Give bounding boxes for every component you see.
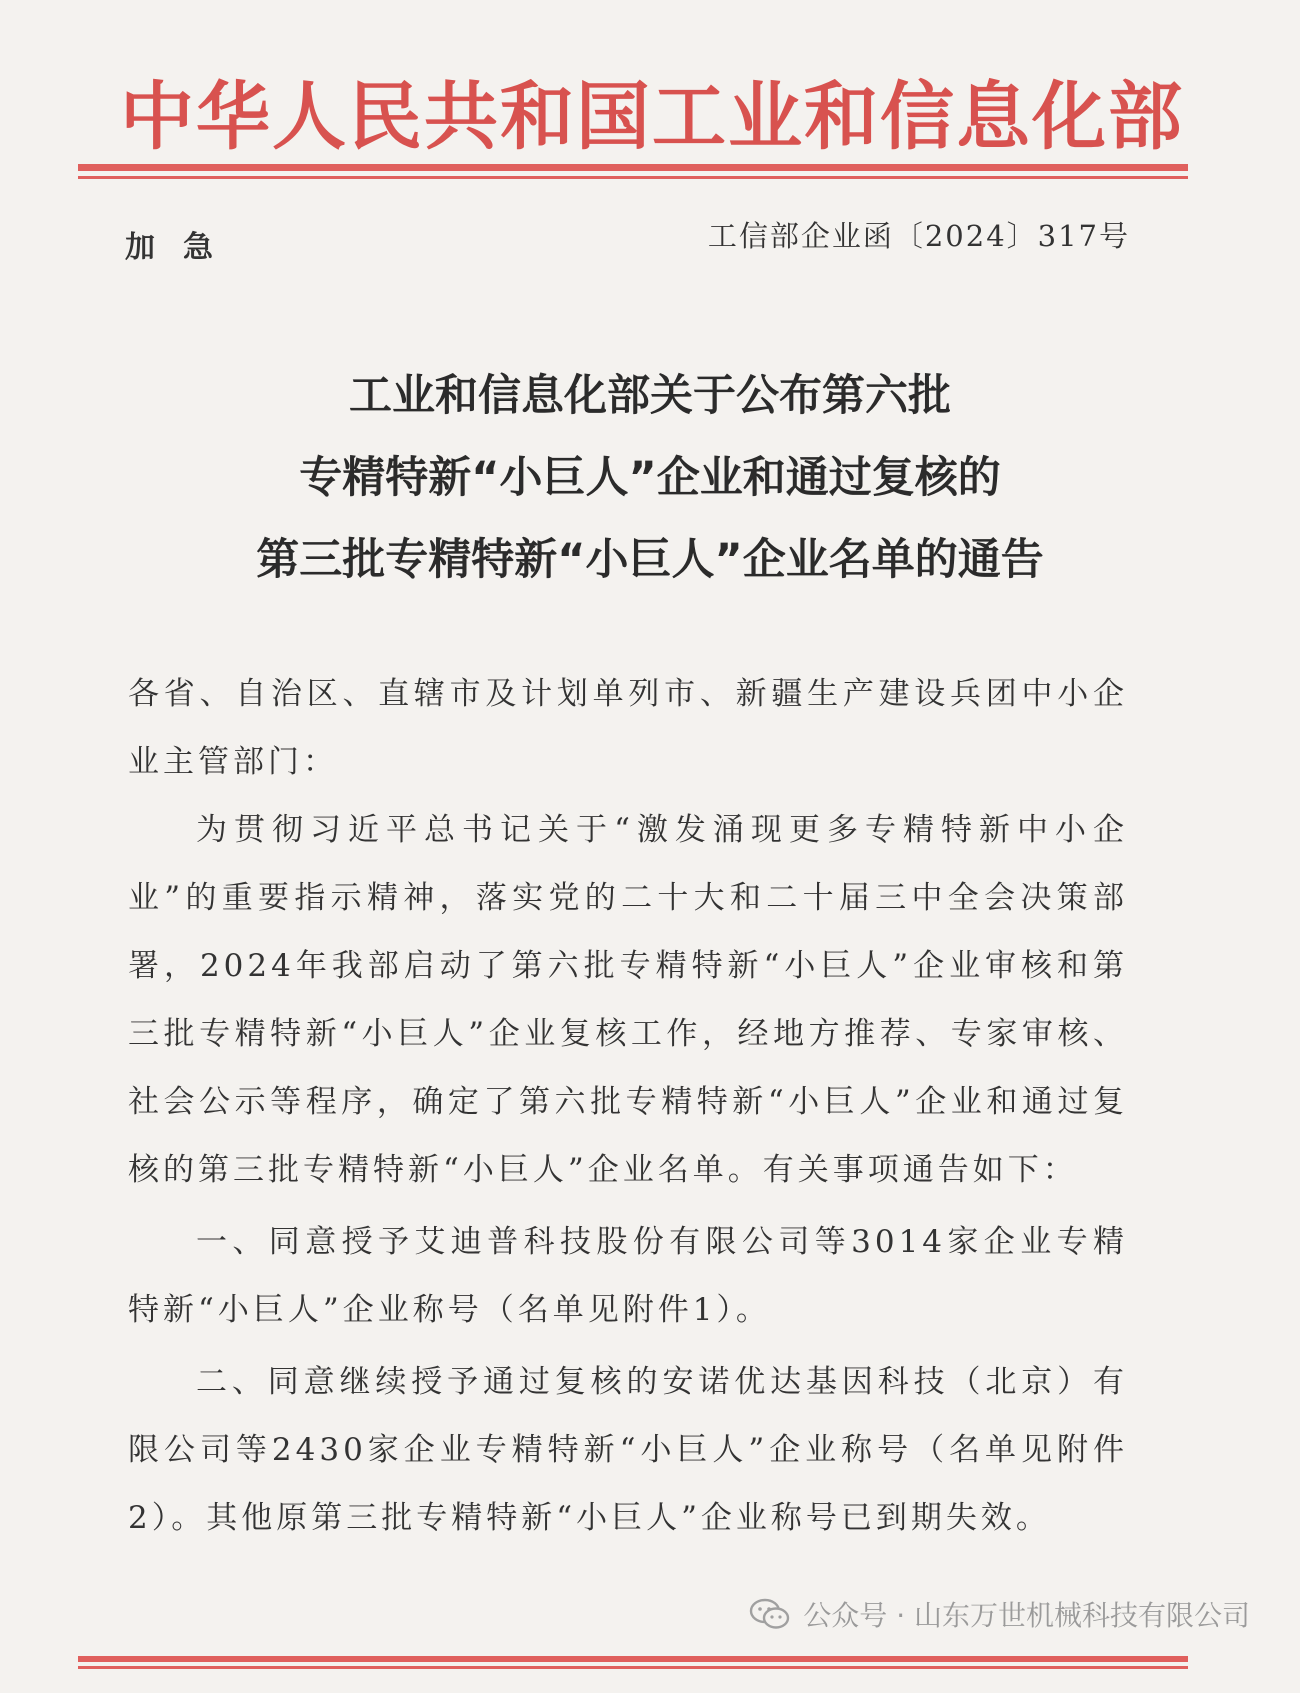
wechat-watermark	[749, 1594, 1250, 1634]
title-line-3: 第三批专精特新“小巨人”企业名单的通告	[256, 535, 1044, 585]
watermark-text: 公众号 · 山东万世机械科技有限公司	[803, 1599, 1250, 1632]
masthead-red-rule	[78, 164, 1188, 171]
document-title	[100, 355, 1200, 601]
title-line-1: 工业和信息化部关于公布第六批	[349, 371, 951, 421]
footer-red-rule	[78, 1656, 1188, 1662]
footer-red-rule-thin	[78, 1666, 1188, 1669]
masthead-red-rule-thin	[78, 176, 1188, 179]
body-item-2: 二、同意继续授予通过复核的安诺优达基因科技（北京）有限公司等2430家企业专精特新“小巨人”企业称号（名单见附件2）。其他原第三批专精特新“小巨人”企业称号已到期失效。	[128, 1364, 1128, 1536]
body-paragraph-1: 为贯彻习近平总书记关于“激发涌现更多专精特新中小企业”的重要指示精神，落实党的二十大和二十届三中全会决策部署，2024年我部启动了第六批专精特新“小巨人”企业审核和第三批专精特新“小巨人”企业复核工作，经地方推荐、专家审核、社会公示等程序，确定了第六批专精特新“小巨人”企业和通过复核的第三批专精特新“小巨人”企业名单。有关事项通告如下：	[128, 812, 1128, 1188]
wechat-icon	[749, 1596, 791, 1632]
document-number: 工信部企业函〔2024〕317号	[707, 219, 1130, 253]
masthead-org-name: 中华人民共和国工业和信息化部	[120, 74, 1184, 160]
body-item-1: 一、同意授予艾迪普科技股份有限公司等3014家企业专精特新“小巨人”企业称号（名单见附件1）。	[128, 1224, 1128, 1328]
title-line-2: 专精特新“小巨人”企业和通过复核的	[299, 453, 1001, 503]
addressee: 各省、自治区、直辖市及计划单列市、新疆生产建设兵团中小企业主管部门：	[128, 676, 1128, 780]
document-body	[128, 660, 1128, 1552]
urgency-label: 加急	[125, 230, 241, 265]
